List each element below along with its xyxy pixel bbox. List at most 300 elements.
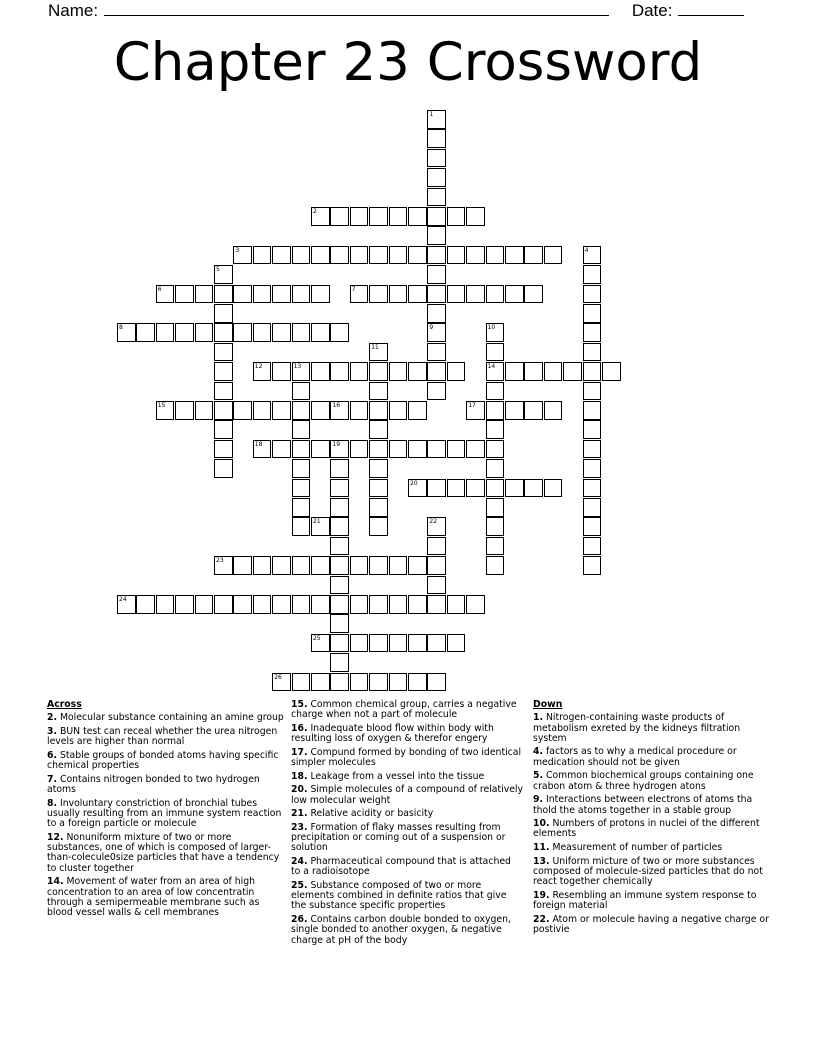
crossword-cell[interactable] bbox=[175, 323, 194, 342]
crossword-cell[interactable] bbox=[214, 595, 233, 614]
crossword-cell[interactable] bbox=[175, 595, 194, 614]
clue-number: 9. bbox=[533, 794, 544, 806]
crossword-cell[interactable] bbox=[447, 595, 466, 614]
crossword-cell[interactable] bbox=[272, 556, 291, 575]
crossword-cell[interactable] bbox=[292, 556, 311, 575]
crossword-cell[interactable] bbox=[427, 556, 446, 575]
crossword-cell[interactable] bbox=[330, 362, 349, 381]
crossword-cell[interactable] bbox=[408, 440, 427, 459]
crossword-cell[interactable] bbox=[253, 556, 272, 575]
crossword-cell[interactable] bbox=[389, 285, 408, 304]
crossword-cell[interactable] bbox=[544, 246, 563, 265]
crossword-cell[interactable] bbox=[602, 362, 621, 381]
crossword-cell[interactable] bbox=[330, 479, 349, 498]
clue-number: 6. bbox=[47, 749, 58, 761]
crossword-cell[interactable] bbox=[583, 285, 602, 304]
crossword-cell[interactable] bbox=[427, 129, 446, 148]
crossword-cell[interactable] bbox=[156, 285, 175, 304]
clue-item bbox=[291, 823, 523, 854]
down-heading: Down bbox=[533, 699, 563, 710]
crossword-cell[interactable] bbox=[350, 401, 369, 420]
clue-text: Common chemical group, carries a negative charge when not a part of molecule bbox=[291, 699, 517, 721]
crossword-cell[interactable] bbox=[486, 556, 505, 575]
clue-text: Uniform micture of two or more substances composed of molecule-sized particles that do not react together chemically bbox=[533, 855, 763, 888]
clue-number: 16. bbox=[291, 722, 308, 734]
crossword-cell[interactable] bbox=[253, 323, 272, 342]
crossword-cell[interactable] bbox=[466, 401, 485, 420]
clue-number: 21. bbox=[291, 808, 308, 820]
crossword-cell[interactable] bbox=[233, 246, 252, 265]
crossword-cell[interactable] bbox=[408, 207, 427, 226]
crossword-cell[interactable] bbox=[563, 362, 582, 381]
clue-number: 14. bbox=[47, 876, 64, 888]
crossword-cell[interactable] bbox=[486, 246, 505, 265]
clue-text: Relative acidity or basicity bbox=[307, 808, 434, 820]
crossword-cell[interactable] bbox=[486, 440, 505, 459]
crossword-cell[interactable] bbox=[369, 595, 388, 614]
clue-text: Leakage from a vessel into the tissue bbox=[307, 770, 485, 782]
cell-number: 3 bbox=[235, 246, 240, 254]
crossword-cell[interactable] bbox=[524, 285, 543, 304]
crossword-cell[interactable] bbox=[272, 401, 291, 420]
clue-number: 26. bbox=[291, 914, 308, 926]
crossword-cell[interactable] bbox=[272, 323, 291, 342]
crossword-cell[interactable] bbox=[369, 440, 388, 459]
crossword-cell[interactable] bbox=[253, 362, 272, 381]
crossword-cell[interactable] bbox=[292, 323, 311, 342]
crossword-cell[interactable] bbox=[311, 246, 330, 265]
clue-item bbox=[533, 713, 771, 744]
crossword-cell[interactable] bbox=[214, 440, 233, 459]
clue-number: 25. bbox=[291, 879, 308, 891]
crossword-cell[interactable] bbox=[427, 168, 446, 187]
crossword-cell[interactable] bbox=[389, 401, 408, 420]
crossword-cell[interactable] bbox=[369, 343, 388, 362]
crossword-cell[interactable] bbox=[272, 285, 291, 304]
cell-number: 16 bbox=[332, 402, 341, 409]
crossword-cell[interactable] bbox=[233, 556, 252, 575]
crossword-cell[interactable] bbox=[427, 323, 446, 342]
crossword-cell[interactable] bbox=[311, 634, 330, 653]
clue-number: 2. bbox=[47, 712, 58, 724]
crossword-cell[interactable] bbox=[408, 479, 427, 498]
crossword-cell[interactable] bbox=[544, 362, 563, 381]
crossword-cell[interactable] bbox=[524, 246, 543, 265]
crossword-cell[interactable] bbox=[214, 362, 233, 381]
clue-text: Common biochemical groups containing one crabon atom & three hydrogen atons bbox=[533, 770, 754, 792]
clue-item bbox=[291, 881, 523, 912]
clue-item bbox=[291, 724, 523, 745]
crossword-cell[interactable] bbox=[214, 459, 233, 478]
crossword-cell[interactable] bbox=[292, 440, 311, 459]
crossword-cell[interactable] bbox=[427, 285, 446, 304]
crossword-cell[interactable] bbox=[389, 246, 408, 265]
cell-number: 6 bbox=[157, 285, 162, 293]
crossword-cell[interactable] bbox=[486, 323, 505, 342]
crossword-cell[interactable] bbox=[427, 595, 446, 614]
crossword-cell[interactable] bbox=[195, 401, 214, 420]
crossword-cell[interactable] bbox=[389, 634, 408, 653]
crossword-cell[interactable] bbox=[311, 440, 330, 459]
across-clues-column-1 bbox=[47, 700, 285, 922]
crossword-cell[interactable] bbox=[369, 498, 388, 517]
crossword-cell[interactable] bbox=[330, 207, 349, 226]
crossword-cell[interactable] bbox=[583, 556, 602, 575]
clue-number: 15. bbox=[291, 699, 308, 710]
crossword-cell[interactable] bbox=[486, 459, 505, 478]
crossword-cell[interactable] bbox=[583, 265, 602, 284]
crossword-cell[interactable] bbox=[292, 517, 311, 536]
crossword-cell[interactable] bbox=[583, 440, 602, 459]
across-clues-column-2 bbox=[291, 700, 523, 949]
crossword-cell[interactable] bbox=[486, 517, 505, 536]
crossword-cell[interactable] bbox=[486, 479, 505, 498]
clue-text: Measurement of number of particles bbox=[549, 842, 723, 854]
crossword-cell[interactable] bbox=[427, 110, 446, 129]
crossword-cell[interactable] bbox=[447, 207, 466, 226]
crossword-cell[interactable] bbox=[524, 479, 543, 498]
cell-number: 25 bbox=[313, 634, 321, 642]
crossword-cell[interactable] bbox=[427, 517, 446, 536]
crossword-cell[interactable] bbox=[330, 653, 349, 672]
crossword-cell[interactable] bbox=[369, 634, 388, 653]
crossword-cell[interactable] bbox=[233, 595, 252, 614]
crossword-cell[interactable] bbox=[214, 285, 233, 304]
crossword-cell[interactable] bbox=[369, 207, 388, 226]
clue-number: 5. bbox=[533, 770, 544, 782]
crossword-cell[interactable] bbox=[311, 595, 330, 614]
clue-item bbox=[47, 713, 285, 723]
name-label: Name: bbox=[48, 1, 99, 20]
crossword-cell[interactable] bbox=[427, 576, 446, 595]
crossword-cell[interactable] bbox=[272, 440, 291, 459]
crossword-cell[interactable] bbox=[427, 304, 446, 323]
crossword-cell[interactable] bbox=[330, 556, 349, 575]
crossword-cell[interactable] bbox=[272, 246, 291, 265]
clue-text: Nitrogen-containing waste products of metabolism exreted by the kidneys filtration system bbox=[533, 712, 741, 744]
crossword-cell[interactable] bbox=[292, 246, 311, 265]
crossword-cell[interactable] bbox=[466, 440, 485, 459]
clue-text: Stable groups of bonded atoms having specific chemical properties bbox=[47, 749, 279, 772]
clue-text: Pharmaceutical compound that is attached to a radioisotope bbox=[291, 855, 511, 878]
clue-item bbox=[291, 915, 523, 946]
crossword-cell[interactable] bbox=[524, 362, 543, 381]
crossword-cell[interactable] bbox=[136, 595, 155, 614]
crossword-cell[interactable] bbox=[389, 556, 408, 575]
crossword-cell[interactable] bbox=[117, 323, 136, 342]
crossword-cell[interactable] bbox=[233, 401, 252, 420]
crossword-cell[interactable] bbox=[486, 362, 505, 381]
crossword-cell[interactable] bbox=[311, 673, 330, 692]
crossword-cell[interactable] bbox=[117, 595, 136, 614]
crossword-cell[interactable] bbox=[389, 440, 408, 459]
crossword-cell[interactable] bbox=[292, 498, 311, 517]
crossword-cell[interactable] bbox=[292, 595, 311, 614]
crossword-cell[interactable] bbox=[330, 440, 349, 459]
clue-text: Interactions between electrons of atoms tha thold the atoms together in a stable group bbox=[533, 794, 753, 816]
crossword-cell[interactable] bbox=[583, 246, 602, 265]
clue-number: 12. bbox=[47, 831, 64, 843]
crossword-cell[interactable] bbox=[272, 362, 291, 381]
crossword-cell[interactable] bbox=[350, 440, 369, 459]
crossword-cell[interactable] bbox=[330, 614, 349, 633]
crossword-cell[interactable] bbox=[253, 401, 272, 420]
clue-number: 23. bbox=[291, 821, 308, 833]
crossword-cell[interactable] bbox=[427, 343, 446, 362]
crossword-cell[interactable] bbox=[583, 401, 602, 420]
crossword-cell[interactable] bbox=[505, 285, 524, 304]
crossword-cell[interactable] bbox=[214, 304, 233, 323]
crossword-cell[interactable] bbox=[427, 440, 446, 459]
crossword-cell[interactable] bbox=[369, 382, 388, 401]
crossword-cell[interactable] bbox=[427, 673, 446, 692]
crossword-cell[interactable] bbox=[292, 420, 311, 439]
clue-number: 11. bbox=[533, 842, 550, 854]
crossword-cell[interactable] bbox=[214, 343, 233, 362]
crossword-cell[interactable] bbox=[369, 420, 388, 439]
crossword-cell[interactable] bbox=[583, 420, 602, 439]
crossword-cell[interactable] bbox=[427, 265, 446, 284]
crossword-cell[interactable] bbox=[369, 246, 388, 265]
crossword-cell[interactable] bbox=[447, 362, 466, 381]
crossword-cell[interactable] bbox=[156, 323, 175, 342]
crossword-cell[interactable] bbox=[311, 556, 330, 575]
crossword-cell[interactable] bbox=[369, 401, 388, 420]
clue-text: Substance composed of two or more elements combined in definite ratios that give the substance specific properties bbox=[291, 879, 507, 912]
cell-number: 18 bbox=[254, 440, 263, 448]
crossword-cell[interactable] bbox=[292, 362, 311, 381]
clue-number: 3. bbox=[47, 725, 58, 737]
crossword-cell[interactable] bbox=[505, 479, 524, 498]
crossword-cell[interactable] bbox=[447, 634, 466, 653]
crossword-cell[interactable] bbox=[466, 595, 485, 614]
crossword-cell[interactable] bbox=[350, 285, 369, 304]
crossword-cell[interactable] bbox=[156, 401, 175, 420]
crossword-cell[interactable] bbox=[272, 673, 291, 692]
crossword-cell[interactable] bbox=[369, 459, 388, 478]
crossword-cell[interactable] bbox=[292, 459, 311, 478]
crossword-cell[interactable] bbox=[427, 207, 446, 226]
cell-number: 10 bbox=[487, 324, 496, 332]
crossword-cell[interactable] bbox=[486, 420, 505, 439]
crossword-cell[interactable] bbox=[330, 595, 349, 614]
crossword-cell[interactable] bbox=[486, 498, 505, 517]
crossword-cell[interactable] bbox=[427, 226, 446, 245]
crossword-cell[interactable] bbox=[292, 673, 311, 692]
crossword-cell[interactable] bbox=[427, 188, 446, 207]
page-title: Chapter 23 Crossword bbox=[113, 32, 703, 93]
crossword-cell[interactable] bbox=[466, 207, 485, 226]
crossword-cell[interactable] bbox=[505, 401, 524, 420]
crossword-cell[interactable] bbox=[427, 634, 446, 653]
cell-number: 1 bbox=[429, 111, 434, 118]
crossword-cell[interactable] bbox=[544, 401, 563, 420]
crossword-cell[interactable] bbox=[408, 556, 427, 575]
crossword-cell[interactable] bbox=[214, 401, 233, 420]
crossword-cell[interactable] bbox=[583, 459, 602, 478]
crossword-cell[interactable] bbox=[389, 207, 408, 226]
crossword-cell[interactable] bbox=[427, 246, 446, 265]
crossword-cell[interactable] bbox=[350, 595, 369, 614]
clue-number: 13. bbox=[533, 855, 550, 867]
crossword-cell[interactable] bbox=[214, 556, 233, 575]
crossword-cell[interactable] bbox=[233, 323, 252, 342]
cell-number: 20 bbox=[410, 479, 418, 487]
crossword-cell[interactable] bbox=[253, 246, 272, 265]
crossword-cell[interactable] bbox=[350, 556, 369, 575]
clue-item bbox=[533, 747, 771, 768]
cell-number: 17 bbox=[468, 402, 476, 409]
clue-number: 8. bbox=[47, 797, 58, 809]
crossword-cell[interactable] bbox=[350, 634, 369, 653]
crossword-cell[interactable] bbox=[350, 673, 369, 692]
crossword-cell[interactable] bbox=[408, 362, 427, 381]
crossword-cell[interactable] bbox=[408, 673, 427, 692]
crossword-cell[interactable] bbox=[330, 673, 349, 692]
cell-number: 24 bbox=[119, 596, 127, 603]
crossword-cell[interactable] bbox=[408, 634, 427, 653]
crossword-cell[interactable] bbox=[427, 479, 446, 498]
crossword-cell[interactable] bbox=[350, 207, 369, 226]
crossword-cell[interactable] bbox=[330, 537, 349, 556]
crossword-cell[interactable] bbox=[369, 556, 388, 575]
clue-item bbox=[47, 833, 285, 874]
crossword-cell[interactable] bbox=[292, 382, 311, 401]
crossword-cell[interactable] bbox=[486, 285, 505, 304]
crossword-cell[interactable] bbox=[330, 246, 349, 265]
crossword-cell[interactable] bbox=[369, 673, 388, 692]
crossword-cell[interactable] bbox=[330, 576, 349, 595]
crossword-cell[interactable] bbox=[486, 401, 505, 420]
crossword-cell[interactable] bbox=[214, 323, 233, 342]
crossword-cell[interactable] bbox=[583, 343, 602, 362]
crossword-cell[interactable] bbox=[408, 401, 427, 420]
crossword-cell[interactable] bbox=[253, 440, 272, 459]
crossword-cell[interactable] bbox=[175, 401, 194, 420]
crossword-cell[interactable] bbox=[408, 285, 427, 304]
crossword-cell[interactable] bbox=[292, 479, 311, 498]
crossword-cell[interactable] bbox=[544, 479, 563, 498]
crossword-cell[interactable] bbox=[292, 285, 311, 304]
crossword-cell[interactable] bbox=[369, 285, 388, 304]
crossword-cell[interactable] bbox=[156, 595, 175, 614]
crossword-cell[interactable] bbox=[272, 595, 291, 614]
crossword-cell[interactable] bbox=[369, 517, 388, 536]
crossword-cell[interactable] bbox=[292, 401, 311, 420]
crossword-cell[interactable] bbox=[330, 401, 349, 420]
clue-text: Nonuniform mixture of two or more substances, one of which is composed of larger-than-colecule0size particles that have a tendency to cluster together bbox=[47, 831, 280, 874]
crossword-cell[interactable] bbox=[369, 479, 388, 498]
crossword-cell[interactable] bbox=[369, 362, 388, 381]
cell-number: 21 bbox=[313, 518, 321, 526]
crossword-cell[interactable] bbox=[311, 517, 330, 536]
cell-number: 4 bbox=[584, 246, 589, 254]
crossword-cell[interactable] bbox=[583, 362, 602, 381]
clue-text: Inadequate blood flow within body with resulting loss of oxygen & therefor engery bbox=[291, 722, 494, 745]
cell-number: 7 bbox=[351, 285, 356, 293]
crossword-cell[interactable] bbox=[447, 246, 466, 265]
crossword-cell[interactable] bbox=[505, 246, 524, 265]
crossword-cell[interactable] bbox=[447, 285, 466, 304]
crossword-cell[interactable] bbox=[505, 362, 524, 381]
crossword-cell[interactable] bbox=[330, 498, 349, 517]
crossword-cell[interactable] bbox=[214, 382, 233, 401]
crossword-cell[interactable] bbox=[583, 304, 602, 323]
crossword-cell[interactable] bbox=[350, 246, 369, 265]
crossword-cell[interactable] bbox=[195, 285, 214, 304]
crossword-cell[interactable] bbox=[427, 149, 446, 168]
crossword-cell[interactable] bbox=[583, 517, 602, 536]
crossword-cell[interactable] bbox=[175, 285, 194, 304]
crossword-cell[interactable] bbox=[466, 285, 485, 304]
crossword-cell[interactable] bbox=[486, 537, 505, 556]
crossword-cell[interactable] bbox=[253, 595, 272, 614]
crossword-cell[interactable] bbox=[447, 479, 466, 498]
crossword-cell[interactable] bbox=[389, 362, 408, 381]
clue-text: BUN test can receal whether the urea nitrogen levels are higher than normal bbox=[47, 725, 278, 748]
clue-number: 22. bbox=[533, 913, 550, 925]
crossword-cell[interactable] bbox=[583, 382, 602, 401]
crossword-cell[interactable] bbox=[583, 323, 602, 342]
crossword-cell[interactable] bbox=[583, 537, 602, 556]
crossword-cell[interactable] bbox=[330, 634, 349, 653]
clue-text: Formation of flaky masses resulting from precipitation or coming out of a suspension or solution bbox=[291, 821, 506, 854]
cell-number: 23 bbox=[216, 557, 224, 565]
crossword-cell[interactable] bbox=[389, 673, 408, 692]
crossword-cell[interactable] bbox=[408, 595, 427, 614]
crossword-cell[interactable] bbox=[583, 498, 602, 517]
clue-text: Contains carbon double bonded to oxygen, single bonded to another oxygen, & negative charge at pH of the body bbox=[291, 914, 511, 946]
crossword-cell[interactable] bbox=[583, 479, 602, 498]
cell-number: 9 bbox=[429, 324, 434, 332]
crossword-cell[interactable] bbox=[427, 537, 446, 556]
crossword-cell[interactable] bbox=[253, 285, 272, 304]
crossword-cell[interactable] bbox=[466, 479, 485, 498]
clue-number: 7. bbox=[47, 773, 58, 785]
crossword-cell[interactable] bbox=[311, 285, 330, 304]
crossword-cell[interactable] bbox=[311, 207, 330, 226]
crossword-cell[interactable] bbox=[330, 459, 349, 478]
crossword-cell[interactable] bbox=[195, 323, 214, 342]
crossword-cell[interactable] bbox=[311, 362, 330, 381]
crossword-cell[interactable] bbox=[330, 323, 349, 342]
crossword-cell[interactable] bbox=[427, 362, 446, 381]
crossword-cell[interactable] bbox=[330, 517, 349, 536]
crossword-cell[interactable] bbox=[486, 343, 505, 362]
crossword-cell[interactable] bbox=[350, 362, 369, 381]
clue-item bbox=[533, 819, 771, 840]
clue-text: Resembling an immune system response to foreign material bbox=[533, 889, 757, 912]
crossword-cell[interactable] bbox=[195, 595, 214, 614]
crossword-cell[interactable] bbox=[408, 246, 427, 265]
crossword-cell[interactable] bbox=[214, 265, 233, 284]
crossword-cell[interactable] bbox=[136, 323, 155, 342]
clue-number: 10. bbox=[533, 818, 550, 830]
cell-number: 14 bbox=[487, 363, 496, 371]
crossword-cell[interactable] bbox=[486, 382, 505, 401]
clue-number: 20. bbox=[291, 784, 308, 796]
crossword-cell[interactable] bbox=[427, 382, 446, 401]
crossword-cell[interactable] bbox=[389, 595, 408, 614]
crossword-cell[interactable] bbox=[447, 440, 466, 459]
crossword-cell[interactable] bbox=[214, 420, 233, 439]
crossword-cell[interactable] bbox=[311, 401, 330, 420]
crossword-cell[interactable] bbox=[466, 246, 485, 265]
crossword-cell[interactable] bbox=[311, 323, 330, 342]
clue-item bbox=[533, 891, 771, 912]
crossword-cell[interactable] bbox=[524, 401, 543, 420]
crossword-cell[interactable] bbox=[233, 285, 252, 304]
